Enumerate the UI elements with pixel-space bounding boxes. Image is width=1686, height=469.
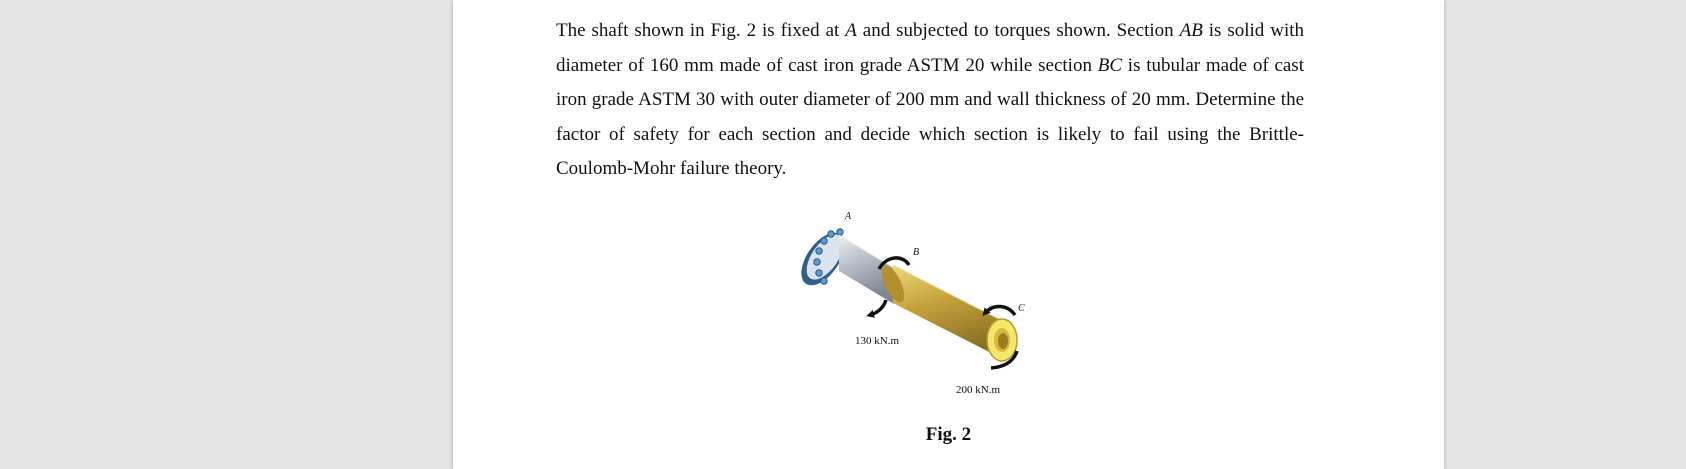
shaft-figure bbox=[793, 205, 1053, 405]
shaft-diagram bbox=[793, 205, 1053, 405]
problem-statement bbox=[556, 14, 1304, 187]
bolt bbox=[821, 238, 827, 244]
bolt bbox=[837, 229, 843, 235]
label-c: C bbox=[1018, 303, 1025, 314]
bolt bbox=[828, 231, 834, 237]
bolt bbox=[816, 248, 822, 254]
problem-text-3: is solid with diameter of 160 mm made of cast iron grade ASTM 20 while section bbox=[556, 20, 1304, 76]
torque-b-value: 130 kN.m bbox=[855, 335, 899, 347]
document-page bbox=[453, 0, 1444, 469]
bolt bbox=[816, 270, 822, 276]
torque-c-value: 200 kN.m bbox=[956, 384, 1000, 396]
section-ab-ref: AB bbox=[1179, 20, 1203, 41]
figure-caption: Fig. 2 bbox=[925, 424, 972, 445]
problem-text-2: and subjected to torques shown. Section bbox=[856, 20, 1180, 41]
point-a-ref: A bbox=[845, 20, 857, 41]
section-bc-ref: BC bbox=[1097, 54, 1123, 76]
bolt bbox=[814, 259, 820, 265]
problem-text-4: is tubular made of cast iron grade ASTM 30 with outer diameter of 200 mm and wall thickness of 20 mm. Determine the factor of safety for each section and decide which section is likely to fail using the Brittle-Coulomb-Mohr failure theory. bbox=[556, 54, 1304, 179]
bolt bbox=[821, 278, 827, 284]
label-a: A bbox=[845, 211, 852, 222]
label-b: B bbox=[913, 247, 920, 258]
problem-text-1: The shaft shown in Fig. 2 is fixed at bbox=[556, 20, 846, 41]
